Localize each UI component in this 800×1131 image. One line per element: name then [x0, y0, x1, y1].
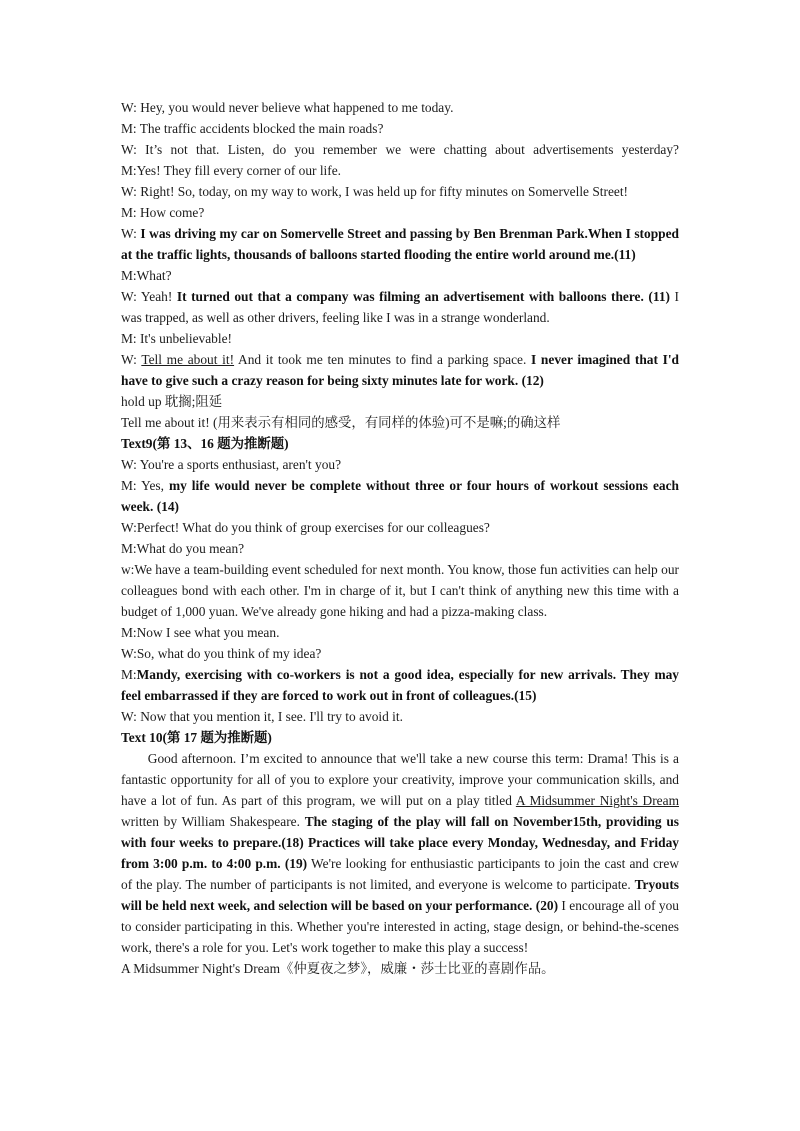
t9-line-7: W:So, what do you think of my idea?	[121, 646, 322, 661]
t8-line-7	[121, 223, 679, 265]
vocab-note-tell-me: Tell me about it! (用来表示有相同的感受，有同样的体验)可不是嘛;的确这样	[121, 415, 561, 430]
key-sentence-12: I never imagined that I'd have to give such a crazy reason for being sixty minutes late for work. (12)	[121, 352, 680, 388]
t8-line-3: W: It’s not that. Listen, do you remember we were chatting about advertisements yesterday?	[121, 142, 679, 157]
t9-line-9: W: Now that you mention it, I see. I'll try to avoid it.	[121, 709, 403, 724]
play-title: A Midsummer Night's Dream	[515, 793, 679, 808]
t9-line-8	[121, 664, 679, 706]
idiom-underlined: Tell me about it!	[141, 352, 235, 367]
t9-line-5: w:We have a team-building event scheduled for next month. You know, those fun activities can help our colleagues bond with each other. I'm in charge of it, but I can't think of anything new this time with a budget of 1,000 yuan. We've already gone hiking and had a pizza-making class.	[121, 562, 679, 619]
t8-line-1: W: Hey, you would never believe what happened to me today.	[121, 100, 454, 115]
t8-line-6: M: How come?	[121, 205, 205, 220]
speaker-label: W:	[121, 352, 142, 367]
document-page	[121, 97, 679, 979]
key-sentence-20: Tryouts will be held next week, and selection will be based on your performance. (20)	[121, 877, 679, 913]
plain-text: I encourage all of you to consider participating in this. Whether you're interested in acting, stage design, or behind-the-scenes work, there's a role for you. Let's work together to make this play a success!	[121, 898, 679, 955]
key-sentence-11b: It turned out that a company was filming an advertisement with balloons there. (11)	[176, 289, 670, 304]
t9-line-1: W: You're a sports enthusiast, aren't you?	[121, 457, 342, 472]
plain-text: And it took me ten minutes to find a parking space.	[234, 352, 532, 367]
speaker-label: W: Yeah!	[121, 289, 177, 304]
t8-line-9	[121, 286, 679, 328]
speaker-label: M: Yes,	[121, 478, 169, 493]
t8-line-4: M:Yes! They fill every corner of our life.	[121, 163, 342, 178]
t9-line-2	[121, 475, 679, 517]
key-sentence-14: my life would never be complete without three or four hours of workout sessions each week. (14)	[121, 478, 680, 514]
text9-heading: Text9(第 13、16 题为推断题)	[121, 436, 289, 451]
plain-text: I was trapped, as well as other drivers, feeling like I was in a strange wonderland.	[121, 289, 679, 325]
t8-line-5: W: Right! So, today, on my way to work, I was held up for fifty minutes on Somervelle Street!	[121, 184, 629, 199]
t8-line-10: M: It's unbelievable!	[121, 331, 232, 346]
t8-line-2: M: The traffic accidents blocked the main roads?	[121, 121, 384, 136]
key-sentence-18-19: The staging of the play will fall on November15th, providing us with four weeks to prepare.(18) Practices will take place every Monday, Wednesday, and Friday from 3:00 p.m. to 4:00 p.m. (19)	[121, 814, 679, 871]
plain-text: We're looking for enthusiastic participants to join the cast and crew of the play. The number of participants is not limited, and everyone is welcome to participate.	[121, 856, 679, 892]
text10-heading: Text 10(第 17 题为推断题)	[121, 730, 272, 745]
t9-line-4: M:What do you mean?	[121, 541, 245, 556]
text10-passage	[121, 748, 679, 958]
vocab-note-midsummer: A Midsummer Night's Dream《仲夏夜之梦》，威廉・莎士比亚的喜剧作品。	[121, 961, 555, 976]
speaker-label: M:	[121, 667, 137, 682]
speaker-label: W:	[121, 226, 141, 241]
key-sentence-11a: I was driving my car on Somervelle Street and passing by Ben Brenman Park.When I stopped at the traffic lights, thousands of balloons started flooding the entire world around me.(11)	[121, 226, 679, 262]
key-sentence-15: Mandy, exercising with co-workers is not a good idea, especially for new arrivals. They may feel embarrassed if they are forced to work out in front of colleagues.(15)	[121, 667, 679, 703]
plain-text: written by William Shakespeare.	[121, 814, 305, 829]
t9-line-6: M:Now I see what you mean.	[121, 625, 280, 640]
t8-line-8: M:What?	[121, 268, 172, 283]
passage-intro: Good afternoon. I’m excited to announce that we'll take a new course this term: Drama! This is a fantastic opportunity for all of you to explore your creativity, improve your communication skills, and have a lot of fun. As part of this program, we will put on a play titled	[121, 751, 679, 808]
vocab-note-hold-up: hold up 耽搁;阻延	[121, 394, 223, 409]
t8-line-11	[121, 349, 679, 391]
t9-line-3: W:Perfect! What do you think of group exercises for our colleagues?	[121, 520, 490, 535]
